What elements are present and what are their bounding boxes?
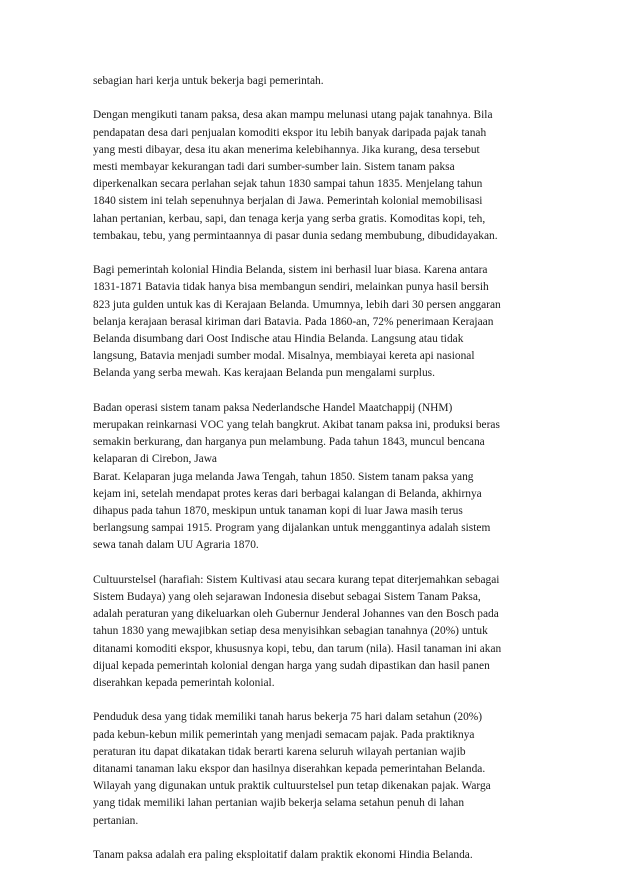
text-line: tembakau, tebu, yang permintaannya di pasar dunia sedang membubung, dibudidayakan. (93, 229, 498, 242)
text-line: Sistem Budaya) yang oleh sejarawan Indonesia disebut sebagai Sistem Tanam Paksa, (93, 591, 481, 604)
paragraph-penduduk-desa (93, 709, 553, 829)
text-line: semakin berkurang, dan harganya pun melambung. Pada tahun 1843, muncul bencana (93, 436, 485, 449)
paragraph-intro-fragment (93, 73, 553, 90)
text-line: dihapus pada tahun 1870, meskipun untuk tanaman kopi di luar Jawa masih terus (93, 505, 463, 518)
text-line: pertanian. (93, 814, 139, 827)
text-line: Tanam paksa adalah era paling eksploitatif dalam praktik ekonomi Hindia Belanda. (93, 849, 473, 862)
text-line: ditanami tanaman laku ekspor dan hasilnya diserahkan kepada pemerintahan Belanda. (93, 763, 486, 776)
text-line: yang mesti dibayar, desa itu akan menerima kelebihannya. Jika kurang, desa tersebut (93, 143, 480, 156)
text-line: belanja kerajaan berasal kiriman dari Batavia. Pada 1860-an, 72% penerimaan Kerajaan (93, 315, 494, 328)
text-line: sewa tanah dalam UU Agraria 1870. (93, 539, 259, 552)
text-line: merupakan reinkarnasi VOC yang telah bangkrut. Akibat tanam paksa ini, produksi beras (93, 419, 500, 432)
text-line: sebagian hari kerja untuk bekerja bagi pemerintah. (93, 75, 324, 87)
text-line: diserahkan kepada pemerintah kolonial. (93, 677, 275, 690)
text-line: langsung, Batavia menjadi sumber modal. Misalnya, membiayai kereta api nasional (93, 350, 475, 363)
paragraph-conclusion (93, 847, 553, 864)
text-line: Cultuurstelsel (harafiah: Sistem Kultivasi atau secara kurang tepat diterjemahkan sebagai (93, 573, 500, 586)
text-line: Bagi pemerintah kolonial Hindia Belanda, sistem ini berhasil luar biasa. Karena antara (93, 264, 488, 277)
text-line: pada kebun-kebun milik pemerintah yang menjadi semacam pajak. Pada praktiknya (93, 728, 475, 741)
text-line: Barat. Kelaparan juga melanda Jawa Tengah, tahun 1850. Sistem tanam paksa yang (93, 470, 474, 483)
text-line: yang tidak memiliki lahan pertanian wajib bekerja selama setahun penuh di lahan (93, 797, 465, 810)
paragraph-cultuurstelsel (93, 572, 553, 692)
paragraph-pemerintah-kolonial (93, 262, 553, 382)
text-line: Penduduk desa yang tidak memiliki tanah harus bekerja 75 hari dalam setahun (20%) (93, 711, 483, 724)
text-line: tahun 1830 yang mewajibkan setiap desa menyisihkan sebagian tanahnya (20%) untuk (93, 625, 488, 638)
text-line: ditanami komoditi ekspor, khususnya kopi, tebu, dan tarum (nila). Hasil tanaman ini akan (93, 642, 502, 655)
text-line: kejam ini, setelah mendapat protes keras dari berbagai kalangan di Belanda, akhirnya (93, 487, 482, 500)
text-line: Belanda disumbang dari Oost Indische atau Hindia Belanda. Langsung atau tidak (93, 333, 464, 346)
text-line: pendapatan desa dari penjualan komoditi ekspor itu lebih banyak daripada pajak tanah (93, 126, 487, 139)
text-line: adalah peraturan yang dikeluarkan oleh Gubernur Jenderal Johannes van den Bosch pada (93, 608, 499, 621)
text-line: 1840 sistem ini telah sepenuhnya berjalan di Jawa. Pemerintah kolonial memobilisasi (93, 195, 483, 208)
text-line: Badan operasi sistem tanam paksa Nederlandsche Handel Maatchappij (NHM) (93, 401, 453, 414)
paragraph-tanam-paksa-desa (93, 107, 553, 245)
text-line: Dengan mengikuti tanam paksa, desa akan mampu melunasi utang pajak tanahnya. Bila (93, 109, 493, 122)
document-page (93, 73, 553, 881)
text-line: kelaparan di Cirebon, Jawa (93, 453, 217, 466)
text-line: diperkenalkan secara perlahan sejak tahun 1830 sampai tahun 1835. Menjelang tahun (93, 178, 483, 191)
text-line: berlangsung sampai 1915. Program yang dijalankan untuk menggantinya adalah sistem (93, 522, 491, 535)
text-line: peraturan itu dapat dikatakan tidak berarti karena seluruh wilayah pertanian wajib (93, 745, 466, 758)
paragraph-nhm (93, 400, 553, 555)
text-line: 1831-1871 Batavia tidak hanya bisa membangun sendiri, melainkan punya hasil bersih (93, 281, 489, 294)
text-line: Wilayah yang digunakan untuk praktik cultuurstelsel pun tetap dikenakan pajak. Warga (93, 780, 491, 793)
text-line: lahan pertanian, kerbau, sapi, dan tenaga kerja yang serba gratis. Komoditas kopi, teh, (93, 212, 486, 225)
text-line: 823 juta gulden untuk kas di Kerajaan Belanda. Umumnya, lebih dari 30 persen anggaran (93, 298, 501, 311)
text-line: Belanda yang serba mewah. Kas kerajaan Belanda pun mengalami surplus. (93, 367, 435, 380)
text-line: dijual kepada pemerintah kolonial dengan harga yang sudah dipastikan dan hasil panen (93, 659, 490, 672)
text-line: mesti membayar kekurangan tadi dari sumber-sumber lain. Sistem tanam paksa (93, 161, 455, 173)
